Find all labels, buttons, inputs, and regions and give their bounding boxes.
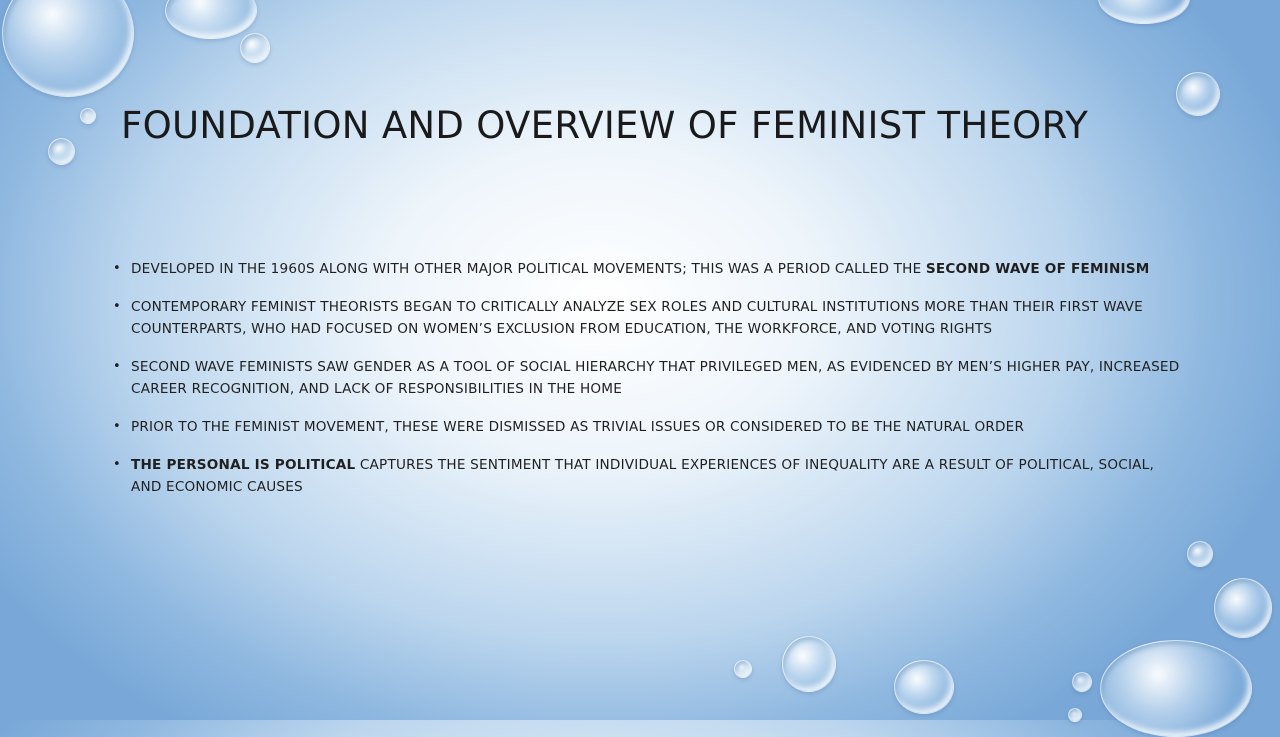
bullet-item	[131, 258, 1181, 280]
water-droplet-decoration	[165, 0, 257, 39]
water-droplet-decoration	[1187, 541, 1213, 567]
bullet-item	[131, 416, 1181, 438]
water-droplet-decoration	[1072, 672, 1092, 692]
water-droplet-decoration	[734, 660, 752, 678]
water-droplet-decoration	[1098, 0, 1190, 24]
water-droplet-decoration	[80, 108, 96, 124]
bullet-text: SECOND WAVE FEMINISTS SAW GENDER AS A TOOL OF SOCIAL HIERARCHY THAT PRIVILEGED MEN, AS EVIDENCED BY MEN’S HIGHER PAY, INCREASED CAREER RECOGNITION, AND LACK OF RESPONSIBILITIES IN THE HOME	[131, 359, 1180, 397]
water-droplet-decoration	[1214, 578, 1272, 638]
bullet-item	[131, 454, 1181, 498]
bullet-text: PRIOR TO THE FEMINIST MOVEMENT, THESE WERE DISMISSED AS TRIVIAL ISSUES OR CONSIDERED TO BE THE NATURAL ORDER	[131, 419, 1025, 435]
bullet-text: DEVELOPED IN THE 1960S ALONG WITH OTHER MAJOR POLITICAL MOVEMENTS; THIS WAS A PERIOD CALLED THE	[131, 261, 926, 277]
bullet-bold-text: SECOND WAVE OF FEMINISM	[925, 261, 1150, 277]
water-droplet-decoration	[240, 33, 270, 63]
bullet-text: CONTEMPORARY FEMINIST THEORISTS BEGAN TO CRITICALLY ANALYZE SEX ROLES AND CULTURAL INSTITUTIONS MORE THAN THEIR FIRST WAVE COUNTERPARTS, WHO HAD FOCUSED ON WOMEN’S EXCLUSION FROM EDUCATION, THE WORKFORCE, AND VOTING RIGHTS	[131, 299, 1143, 337]
water-droplet-decoration	[1100, 640, 1252, 737]
bullet-text: CAPTURES THE SENTIMENT THAT INDIVIDUAL EXPERIENCES OF INEQUALITY ARE A RESULT OF POLITICAL, SOCIAL, AND ECONOMIC CAUSES	[131, 457, 1154, 495]
bullet-bold-text: THE PERSONAL IS POLITICAL	[131, 457, 356, 473]
water-droplet-decoration	[48, 138, 75, 165]
water-droplet-decoration	[2, 0, 134, 97]
water-droplet-decoration	[1176, 72, 1220, 116]
slide-title: FOUNDATION AND OVERVIEW OF FEMINIST THEORY	[121, 104, 1089, 147]
bullet-item	[131, 296, 1181, 340]
water-droplet-decoration	[782, 636, 836, 692]
bullet-item	[131, 356, 1181, 400]
bullet-list	[131, 258, 1181, 514]
water-droplet-decoration	[894, 660, 954, 714]
